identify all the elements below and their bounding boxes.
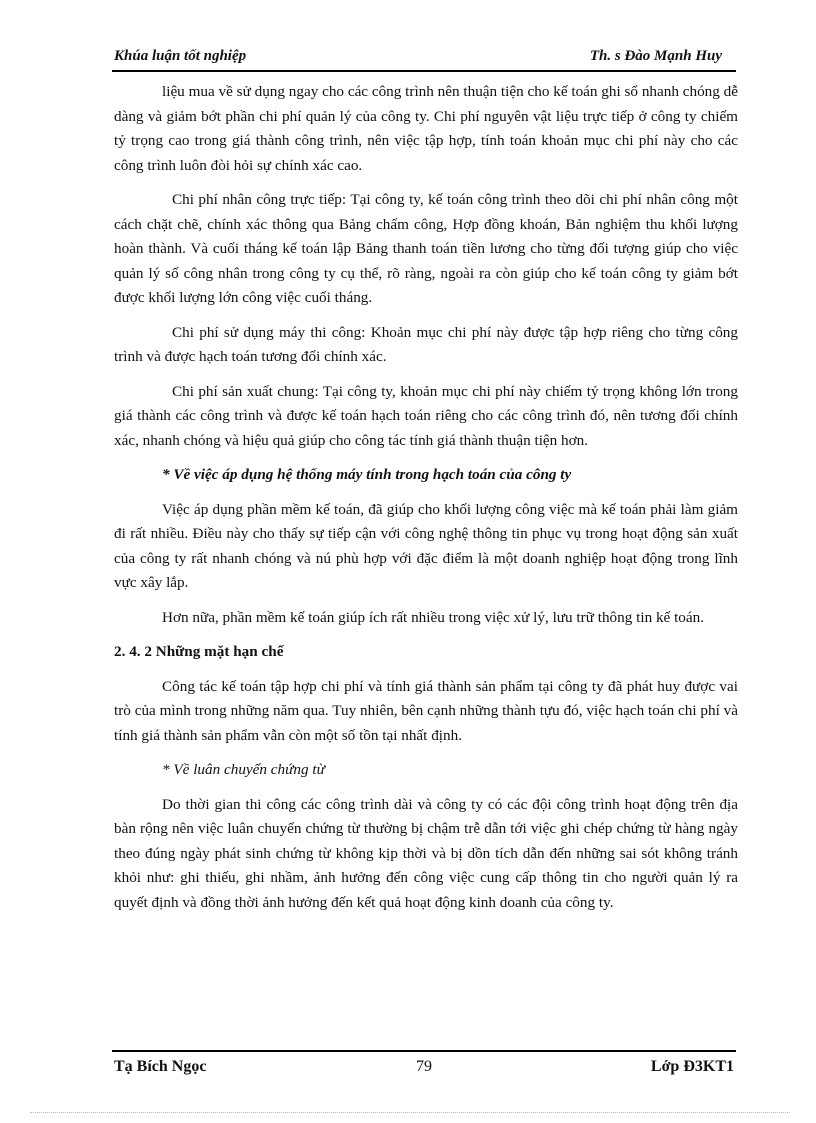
page-header xyxy=(112,48,736,72)
paragraph: Chi phí sản xuất chung: Tại công ty, khoản mục chi phí này chiếm tỷ trọng không lớn trong giá thành các công trình và được kế toán hạch toán riêng cho các công trình đó, nên tương đối chính xác, nhanh chóng và hiệu quả giúp cho công tác tính giá thành thuận tiện hơn. xyxy=(114,382,738,449)
page-body xyxy=(114,80,738,915)
page-footer xyxy=(112,1050,736,1080)
paragraph: Công tác kế toán tập hợp chi phí và tính giá thành sản phẩm tại công ty đã phát huy được vai trò của mình trong những năm qua. Tuy nhiên, bên cạnh những thành tựu đó, việc hạch toán chi phí và tính giá thành sản phẩm vẫn còn một số tồn tại nhất định. xyxy=(114,677,738,744)
paragraph: Chi phí sử dụng máy thi công: Khoản mục chi phí này được tập hợp riêng cho từng công trình và được hạch toán tương đối chính xác. xyxy=(114,323,738,365)
paragraph: Việc áp dụng phần mềm kế toán, đã giúp cho khối lượng công việc mà kế toán phải làm giảm đi rất nhiều. Điều này cho thấy sự tiếp cận với công nghệ thông tin phục vụ trong hoạt động sản xuất của công ty rất nhanh chóng và nú phù hợp với đặc điểm là một doanh nghiệp hoạt động trong lĩnh vực xây lắp. xyxy=(114,500,738,591)
paragraph: Do thời gian thi công các công trình dài và công ty có các đội công trình hoạt động trên địa bàn rộng nên việc luân chuyển chứng từ thường bị chậm trễ dẫn tới việc ghi chép chứng từ hàng ngày theo đúng ngày phát sinh chứng từ không kịp thời và bị dồn tích dẫn đến những sai sót không tránh khỏi như: ghi thiếu, ghi nhầm, ảnh hưởng đến công việc cung cấp thông tin cho người quản lý ra quyết định và đồng thời ảnh hưởng đến kết quả hoạt động kinh doanh của công ty. xyxy=(114,795,738,911)
subheading-document-circulation: * Về luân chuyển chứng từ xyxy=(162,761,325,778)
subheading-computer-systems: * Về việc áp dụng hệ thống máy tính trong hạch toán của công ty xyxy=(162,466,572,483)
paragraph: Chi phí nhân công trực tiếp: Tại công ty, kế toán công trình theo dõi chi phí nhân công một cách chặt chẽ, chính xác thông qua Bảng chấm công, Hợp đồng khoán, Bản nghiệm thu khối lượng hoàn thành. Và cuối tháng kế toán lập Bảng thanh toán tiền lương cho từng đối tượng giúp cho việc quản lý số công nhân trong công ty cụ thể, rõ ràng, ngoài ra còn giúp cho kế toán công ty giảm bớt được khối lượng lớn công việc cuối tháng. xyxy=(114,191,738,306)
page-number: 79 xyxy=(416,1058,432,1075)
footer-author: Tạ Bích Ngọc xyxy=(114,1058,207,1075)
page-edge-divider xyxy=(30,1112,790,1113)
header-thesis-title: Khúa luận tốt nghiệp xyxy=(114,48,247,64)
section-heading: 2. 4. 2 Những mặt hạn chế xyxy=(114,643,284,660)
header-advisor: Th. s Đào Mạnh Huy xyxy=(589,48,722,64)
paragraph: Hơn nữa, phần mềm kế toán giúp ích rất nhiều trong việc xử lý, lưu trữ thông tin kế toán. xyxy=(162,608,705,626)
footer-class: Lớp Đ3KT1 xyxy=(650,1058,734,1075)
paragraph: liệu mua về sử dụng ngay cho các công trình nên thuận tiện cho kế toán ghi sổ nhanh chóng dễ dàng và giảm bớt phần chi phí quản lý của công ty. Chi phí nguyên vật liệu trực tiếp ở công ty chiếm tỷ trọng cao trong giá thành công trình, nên việc tập hợp, tính toán khoản mục chi phí này cho các công trình luôn đòi hỏi sự chính xác cao. xyxy=(114,83,738,174)
